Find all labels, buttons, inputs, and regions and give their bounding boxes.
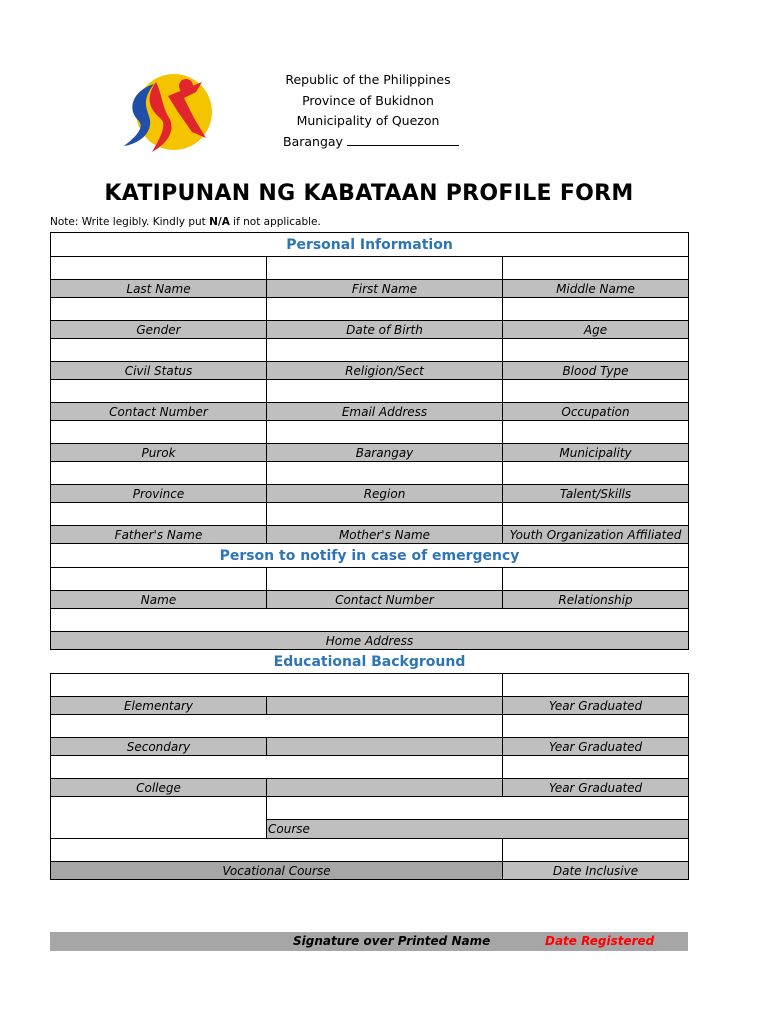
input-box[interactable]: [502, 755, 689, 779]
field-label: Date Inclusive: [502, 861, 689, 880]
field-label: Middle Name: [502, 279, 689, 298]
input-box[interactable]: [502, 567, 689, 591]
input-box[interactable]: [50, 338, 267, 362]
field-label-blank: [266, 737, 503, 756]
field-label: Blood Type: [502, 361, 689, 380]
input-box[interactable]: [502, 461, 689, 485]
field-label: Course: [266, 819, 689, 839]
header-municipality: Municipality of Quezon: [296, 113, 440, 128]
field-label: Mother's Name: [266, 525, 503, 544]
barangay-label: Barangay: [283, 133, 343, 149]
input-box[interactable]: [50, 502, 267, 526]
field-label: Name: [50, 590, 267, 609]
input-box[interactable]: [50, 755, 503, 779]
field-label: Vocational Course: [50, 861, 503, 880]
field-label: Father's Name: [50, 525, 267, 544]
section-emergency-contact: Person to notify in case of emergency: [50, 543, 689, 568]
field-label: Talent/Skills: [502, 484, 689, 503]
field-label: First Name: [266, 279, 503, 298]
input-box[interactable]: [502, 502, 689, 526]
field-label: Year Graduated: [502, 696, 689, 715]
date-registered-label: Date Registered: [545, 934, 655, 948]
field-label: Year Graduated: [502, 737, 689, 756]
document-header: [250, 70, 486, 152]
input-box-course[interactable]: [266, 796, 689, 820]
header-republic: Republic of the Philippines: [285, 72, 451, 87]
field-label: Relationship: [502, 590, 689, 609]
input-box[interactable]: [266, 338, 503, 362]
input-box[interactable]: [266, 502, 503, 526]
input-box[interactable]: [50, 379, 267, 403]
section-personal-information: Personal Information: [50, 232, 689, 257]
field-label: Youth Organization Affiliated: [502, 525, 689, 544]
input-box[interactable]: [502, 673, 689, 697]
field-label: Contact Number: [50, 402, 267, 421]
input-box[interactable]: [266, 379, 503, 403]
input-box[interactable]: [502, 256, 689, 280]
field-label: Gender: [50, 320, 267, 339]
input-box[interactable]: [50, 256, 267, 280]
field-label: Municipality: [502, 443, 689, 462]
input-box[interactable]: [502, 297, 689, 321]
input-box[interactable]: [266, 297, 503, 321]
input-box-vocational[interactable]: [50, 838, 503, 862]
signature-bar: [50, 932, 688, 951]
form-title: KATIPUNAN NG KABATAAN PROFILE FORM: [104, 181, 634, 206]
input-box[interactable]: [50, 420, 267, 444]
input-box-date-inclusive[interactable]: [502, 838, 689, 862]
field-label: Elementary: [50, 696, 267, 715]
field-label: Last Name: [50, 279, 267, 298]
field-label: Date of Birth: [266, 320, 503, 339]
input-box[interactable]: [502, 379, 689, 403]
sk-logo: [116, 72, 216, 162]
field-label: Civil Status: [50, 361, 267, 380]
signature-label: Signature over Printed Name: [293, 934, 491, 948]
input-box[interactable]: [266, 461, 503, 485]
input-box[interactable]: [266, 420, 503, 444]
field-label: Region: [266, 484, 503, 503]
field-label: Barangay: [266, 443, 503, 462]
section-educational-background: Educational Background: [273, 653, 466, 670]
form-note: [50, 216, 321, 228]
field-label: Purok: [50, 443, 267, 462]
field-label-blank: [266, 778, 503, 797]
note-suffix: if not applicable.: [229, 216, 321, 228]
input-box[interactable]: [502, 338, 689, 362]
input-box-home-address[interactable]: [50, 608, 689, 632]
field-label: Contact Number: [266, 590, 503, 609]
input-box[interactable]: [50, 796, 267, 839]
header-province: Province of Bukidnon: [302, 92, 434, 108]
field-label: Home Address: [50, 631, 689, 650]
input-box[interactable]: [502, 420, 689, 444]
input-box[interactable]: [266, 256, 503, 280]
note-prefix: Note: Write legibly. Kindly put: [50, 216, 210, 228]
field-label: Age: [502, 320, 689, 339]
header-barangay: [250, 132, 486, 153]
note-na: N/A: [209, 216, 230, 228]
field-label: Year Graduated: [502, 778, 689, 797]
input-box[interactable]: [502, 714, 689, 738]
input-box[interactable]: [50, 297, 267, 321]
input-box[interactable]: [50, 461, 267, 485]
field-label: Email Address: [266, 402, 503, 421]
input-box[interactable]: [50, 714, 503, 738]
input-box[interactable]: [50, 567, 267, 591]
field-label: College: [50, 778, 267, 797]
field-label-blank: [266, 696, 503, 715]
barangay-blank-line[interactable]: [347, 133, 459, 146]
field-label: Religion/Sect: [266, 361, 503, 380]
field-label: Occupation: [502, 402, 689, 421]
field-label: Secondary: [50, 737, 267, 756]
input-box[interactable]: [266, 567, 503, 591]
field-label: Province: [50, 484, 267, 503]
input-box[interactable]: [50, 673, 503, 697]
